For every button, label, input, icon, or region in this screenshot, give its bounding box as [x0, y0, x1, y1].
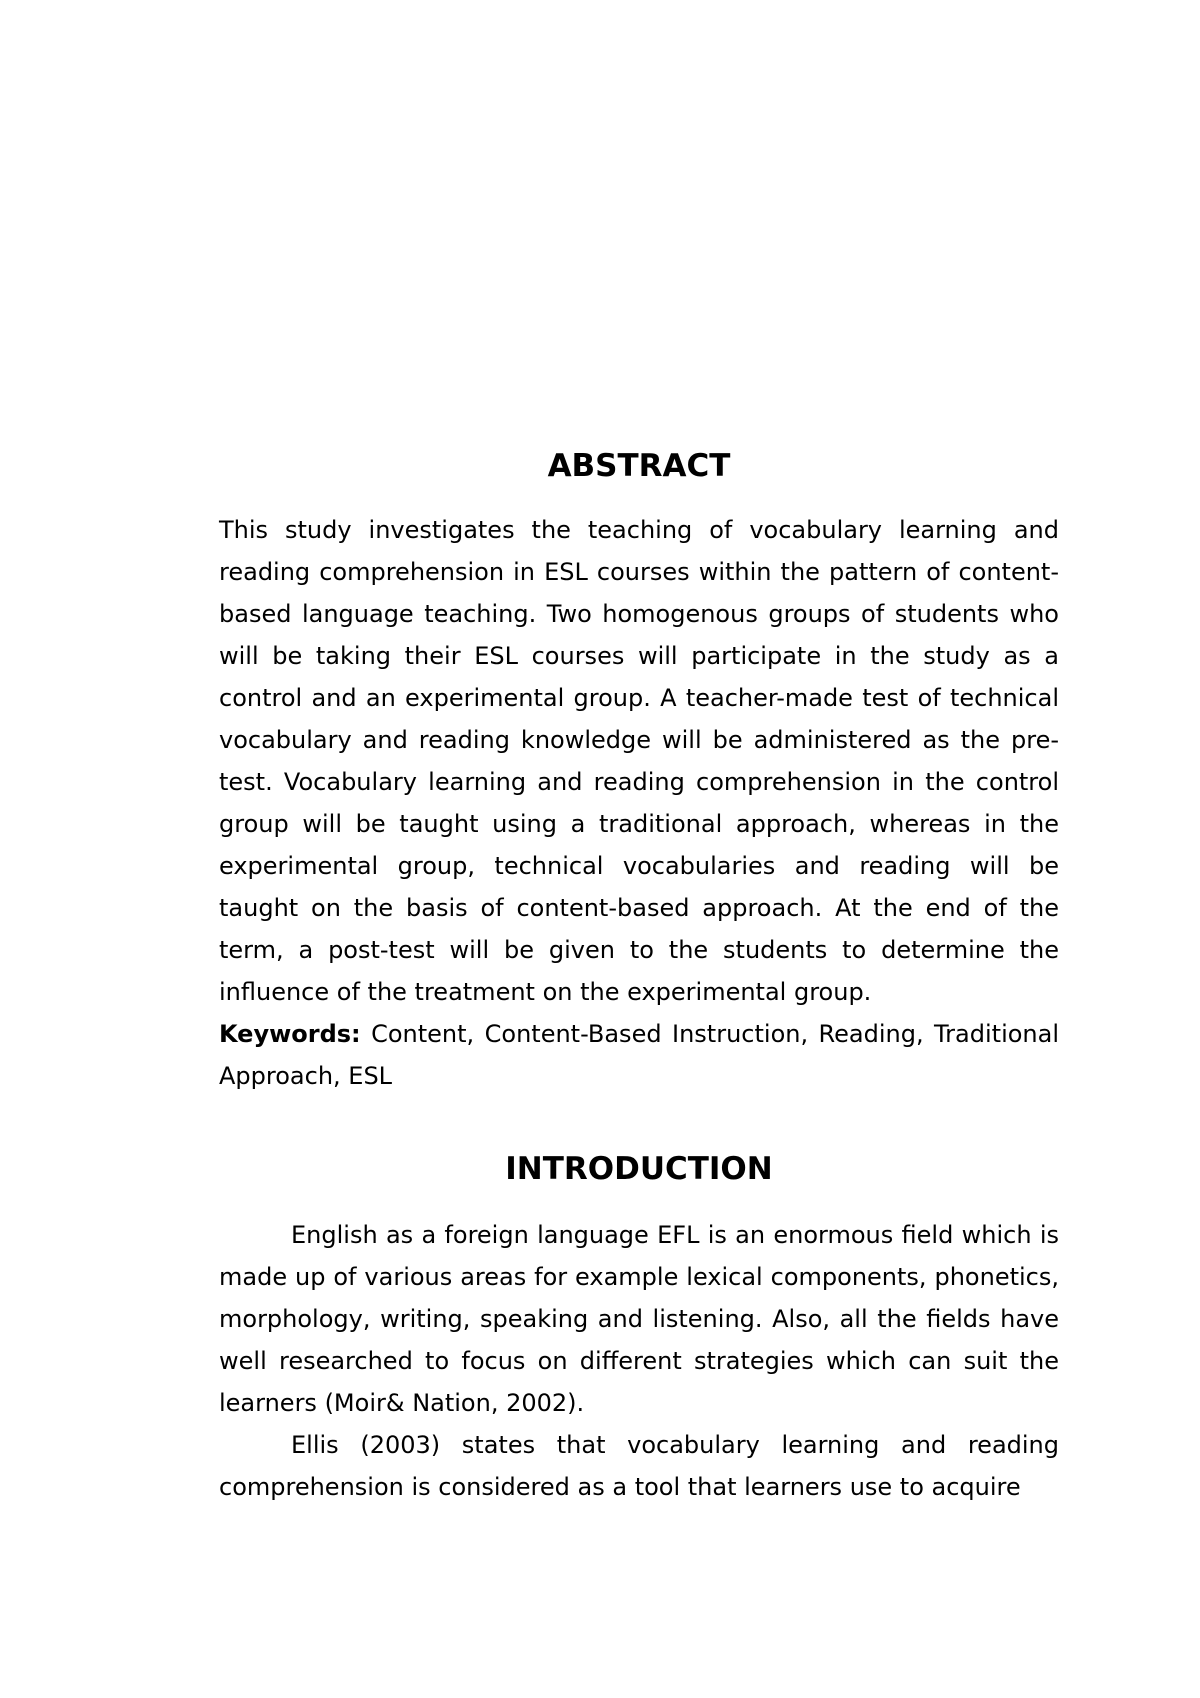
- introduction-heading: INTRODUCTION: [505, 1151, 773, 1188]
- keywords-text: Content, Content-Based Instruction, Reading, Traditional Approach, ESL: [219, 1020, 1059, 1091]
- abstract-body: This study investigates the teaching of vocabulary learning and reading comprehension in ESL courses within the pattern of content-based language teaching. Two homogenous groups of students who will be taking their ESL courses will participate in the study as a control and an experimental group. A teacher-made test of technical vocabulary and reading knowledge will be administered as the pre-test. Vocabulary learning and reading comprehension in the control group will be taught using a traditional approach, whereas in the experimental group, technical vocabularies and reading will be taught on the basis of content-based approach. At the end of the term, a post-test will be given to the students to determine the influence of the treatment on the experimental group.: [219, 516, 1059, 1007]
- introduction-paragraph-1: English as a foreign language EFL is an enormous field which is made up of various areas for example lexical components, phonetics, morphology, writing, speaking and listening. Also, all the fields have well researched to focus on different strategies which can suit the learners (Moir& Nation, 2002).: [219, 1221, 1059, 1418]
- abstract-heading: ABSTRACT: [547, 448, 731, 484]
- keywords-line: [219, 1013, 1059, 1097]
- introduction-paragraph-2: Ellis (2003) states that vocabulary learning and reading comprehension is considered as a tool that learners use to acquire: [219, 1431, 1059, 1502]
- document-page: [219, 448, 1059, 1508]
- keywords-label: Keywords:: [219, 1020, 361, 1049]
